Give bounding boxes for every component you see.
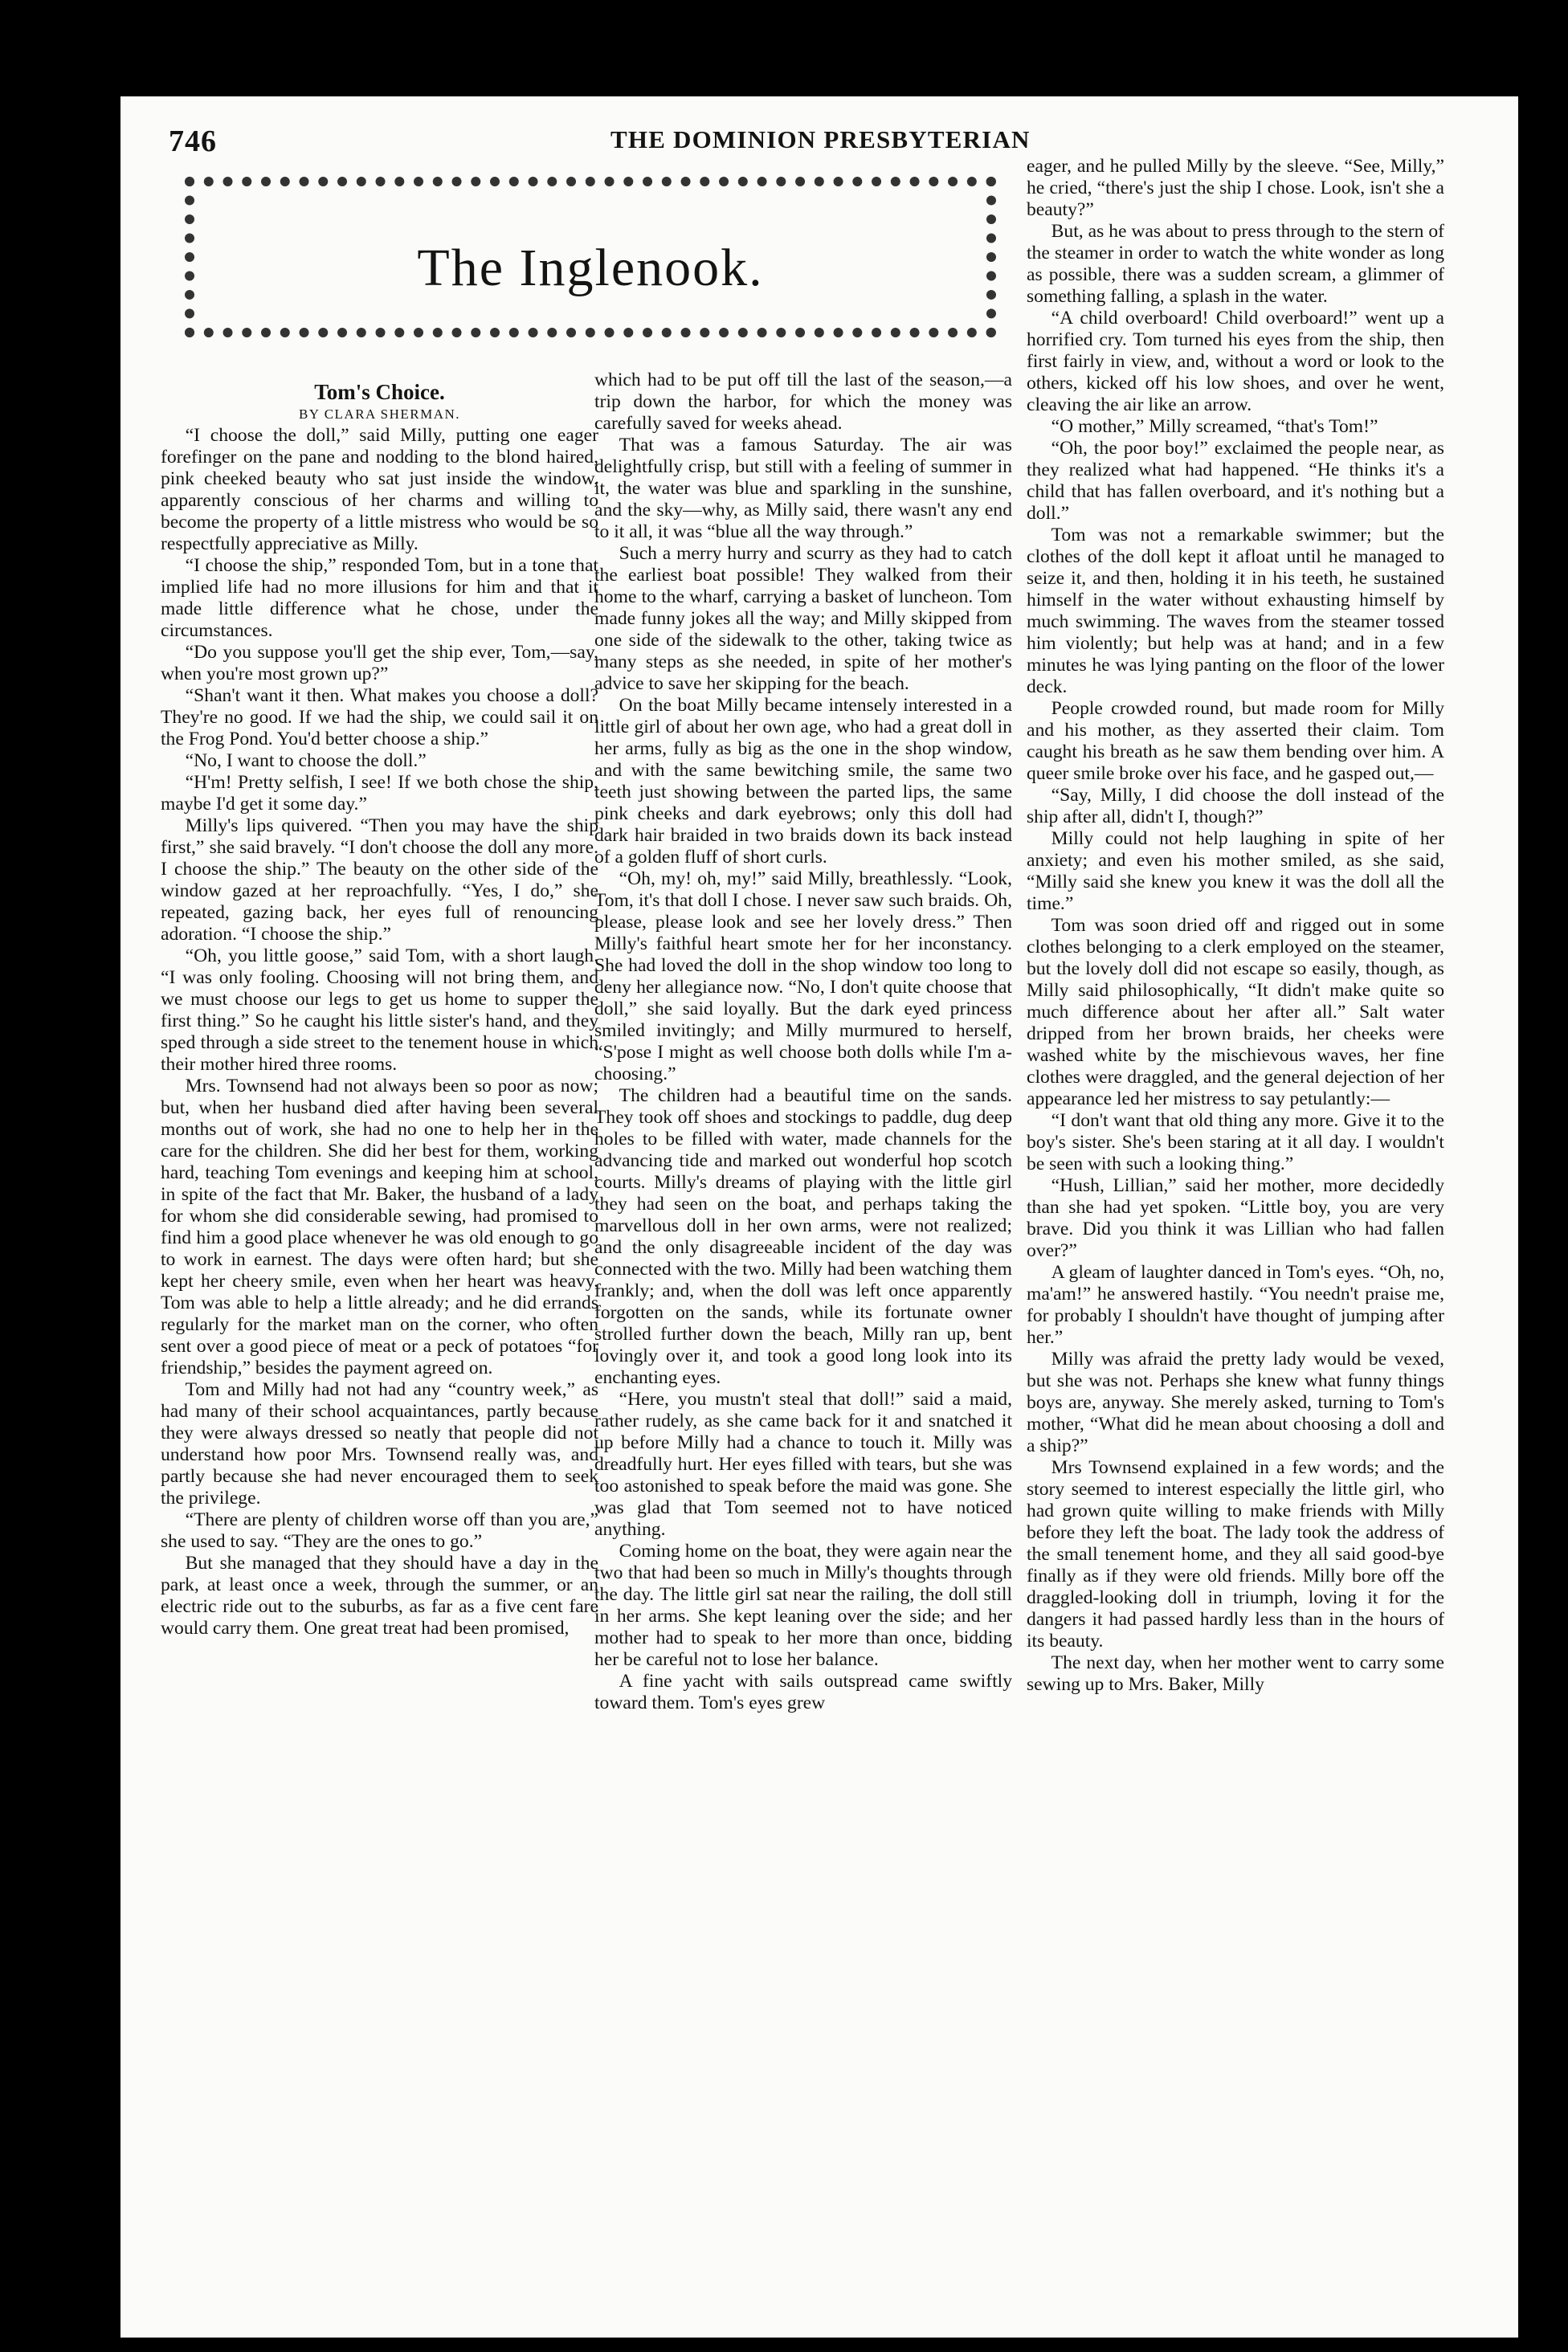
paragraph: The next day, when her mother went to carry some sewing up to Mrs. Baker, Milly (1027, 1652, 1444, 1695)
page-number: 746 (169, 125, 217, 158)
paragraph: “Say, Milly, I did choose the doll instead of the ship after all, didn't I, though?” (1027, 785, 1444, 827)
paragraph: “Oh, the poor boy!” exclaimed the people near, as they realized what had happened. “He thinks it's a child that has fallen overboard, and it's nothing but a doll.” (1027, 438, 1444, 524)
paragraph: “A child overboard! Child overboard!” went up a horrified cry. Tom turned his eyes from the ship, then first fairly in view, and, without a word or look to the others, kicked off his low shoes, and over he went, cleaving the air like an arrow. (1027, 308, 1444, 415)
paragraph: Tom was soon dried off and rigged out in some clothes belonging to a clerk employed on the steamer, but the lovely doll did not escape so easily, though, as Milly said philosophically, “It didn't make quite so much difference about her after all.” Salt water dripped from her brown braids, her cheeks were washed white by the mischievous waves, her fine clothes were draggled, and the general dejection of her appearance led her mistress to say petulantly:— (1027, 915, 1444, 1109)
section-title: The Inglenook. (417, 239, 764, 297)
paragraph: “I don't want that old thing any more. Give it to the boy's sister. She's been staring at it all day. I wouldn't be seen with such a looking thing.” (1027, 1110, 1444, 1174)
paragraph: That was a famous Saturday. The air was delightfully crisp, but still with a feeling of summer in it, the water was blue and sparkling in the sunshine, and the sky—why, as Milly said, there wasn't any end to it all, it was “blue all the way through.” (594, 435, 1012, 542)
paragraph: The children had a beautiful time on the sands. They took off shoes and stockings to paddle, dug deep holes to be filled with water, made channels for the advancing tide and marked out wonderful hop scotch courts. Milly's dreams of playing with the little girl they had seen on the boat, and perhaps taking the marvellous doll in her own arms, were not realized; and the only disagreeable incident of the day was connected with the two. Milly had been watching them frankly; and, when the doll was left once apparently forgotten on the sands, while its fortunate owner strolled further down the beach, Milly ran up, bent lovingly over it, and took a good long look into its enchanting eyes. (594, 1085, 1012, 1388)
paragraph: Such a merry hurry and scurry as they had to catch the earliest boat possible! They walked from their home to the wharf, carrying a basket of luncheon. Tom made funny jokes all the way; and Milly skipped from one side of the sidewalk to the other, taking twice as many steps as she needed, in spite of her mother's advice to save her skipping for the beach. (594, 543, 1012, 694)
paragraph: which had to be put off till the last of the season,—a trip down the harbor, for which the money was carefully saved for weeks ahead. (594, 370, 1012, 434)
paragraph: “Hush, Lillian,” said her mother, more decidedly than she had yet spoken. “Little boy, you are very brave. Did you think it was Lillian who had fallen over?” (1027, 1175, 1444, 1261)
column-3 (1027, 156, 1444, 1696)
paragraph: Mrs. Townsend had not always been so poor as now; but, when her husband died after having been several months out of work, she had no one to help her in the care for the children. She did her best for them, working hard, teaching Tom evenings and keeping him at school, in spite of the fact that Mr. Baker, the husband of a lady for whom she did considerable sewing, had promised to find him a good place whenever he was old enough to go to work in earnest. The days were often hard; but she kept her cheery smile, even when her heart was heavy. Tom was able to help a little already; and he did errands regularly for the market man on the corner, who often sent over a good piece of meat or a peck of potatoes “for friendship,” besides the payment agreed on. (161, 1076, 598, 1378)
newspaper-page (120, 96, 1518, 2338)
story-byline: BY CLARA SHERMAN. (298, 406, 461, 422)
paragraph: Milly could not help laughing in spite of her anxiety; and even his mother smiled, as she said, “Milly said she knew you knew it was the doll all the time.” (1027, 828, 1444, 914)
paragraph: “Oh, my! oh, my!” said Milly, breathlessly. “Look, Tom, it's that doll I chose. I never saw such braids. Oh, please, please look and see her lovely dress.” Then Milly's faithful heart smote her for her inconstancy. She had loved the doll in the shop window too long to deny her allegiance now. “No, I don't quite choose that doll,” she said loyally. But the dark eyed princess smiled invitingly; and Milly murmured to herself, “S'pose I might as well choose both dolls while I'm a-choosing.” (594, 868, 1012, 1084)
paragraph: “Oh, you little goose,” said Tom, with a short laugh. “I was only fooling. Choosing will not bring them, and we must choose our legs to get us home to supper the first thing.” So he caught his little sister's hand, and they sped through a side street to the tenement house in which their mother hired three rooms. (161, 945, 598, 1075)
paragraph: Milly was afraid the pretty lady would be vexed, but she was not. Perhaps she knew what funny things boys are, anyway. She merely asked, turning to Tom's mother, “What did he mean about choosing a doll and a ship?” (1027, 1349, 1444, 1456)
paragraph: Coming home on the boat, they were again near the two that had been so much in Milly's thoughts through the day. The little girl sat near the railing, the doll still in her arms. She kept leaning over the side; and her mother had to speak to her more than once, bidding her be careful not to lose her balance. (594, 1541, 1012, 1670)
paragraph: Mrs Townsend explained in a few words; and the story seemed to interest especially the little girl, who had grown quite willing to make friends with Milly before they left the boat. The lady took the address of the small tenement home, and they all said good-bye finally as if they were old friends. Milly bore off the draggled-looking doll in triumph, loving it for the dangers it had passed hardly less than in the hours of its beauty. (1027, 1457, 1444, 1652)
paragraph: Tom was not a remarkable swimmer; but the clothes of the doll kept it afloat until he managed to seize it, and then, holding it in his teeth, he sustained himself in the water without exhausting himself by much swimming. The waves from the steamer tossed him violently; but help was at hand; and in a few minutes he was lying panting on the floor of the lower deck. (1027, 525, 1444, 697)
column-2 (594, 370, 1012, 1714)
story-title: Tom's Choice. (314, 380, 445, 404)
paragraph: “I choose the doll,” said Milly, putting one eager forefinger on the pane and nodding to the blond haired, pink cheeked beauty who sat just inside the window, apparently conscious of her charms and willing to become the property of a little mistress who would be so respectfully appreciative as Milly. (161, 425, 598, 554)
publication-header: THE DOMINION PRESBYTERIAN (610, 125, 1031, 153)
paragraph: “Here, you mustn't steal that doll!” said a maid, rather rudely, as she came back for it and snatched it up before Milly had a chance to touch it. Milly was dreadfully hurt. Her eyes filled with tears, but she was too astonished to speak before the maid was gone. She was glad that Tom seemed not to have noticed anything. (594, 1389, 1012, 1540)
paragraph: But, as he was about to press through to the stern of the steamer in order to watch the white wonder as long as possible, there was a sudden scream, a glimmer of something falling, a splash in the water. (1027, 221, 1444, 307)
paragraph: Milly's lips quivered. “Then you may have the ship first,” she said bravely. “I don't choose the doll any more. I choose the ship.” The beauty on the other side of the window gazed at her reproachfully. “Yes, I do,” she repeated, gazing back, her eyes full of renouncing adoration. “I choose the ship.” (161, 815, 598, 945)
paragraph: A gleam of laughter danced in Tom's eyes. “Oh, no, ma'am!” he answered hastily. “You needn't praise me, for probably I shouldn't have thought of jumping after her.” (1027, 1262, 1444, 1348)
paragraph: People crowded round, but made room for Milly and his mother, as they asserted their claim. Tom caught his breath as he saw them bending over him. A queer smile broke over his face, and he gasped out,— (1027, 698, 1444, 784)
paragraph: On the boat Milly became intensely interested in a little girl of about her own age, who had a great doll in her arms, fully as big as the one in the shop window, and with the same bewitching smile, the same two teeth just showing between the parted lips, the same pink cheeks and dark eyebrows; only this doll had dark hair braided in two braids down its back instead of a golden fluff of short curls. (594, 695, 1012, 868)
paragraph: “O mother,” Milly screamed, “that's Tom!” (1051, 416, 1378, 437)
paragraph: “Shan't want it then. What makes you choose a doll? They're no good. If we had the ship, we could sail it on the Frog Pond. You'd better choose a ship.” (161, 685, 598, 749)
paragraph: “No, I want to choose the doll.” (185, 750, 427, 771)
paragraph: eager, and he pulled Milly by the sleeve. “See, Milly,” he cried, “there's just the ship I chose. Look, isn't she a beauty?” (1027, 156, 1444, 220)
paragraph: But she managed that they should have a day in the park, at least once a week, through the summer, or an electric ride out to the suburbs, as far as a five cent fare would carry them. One great treat had been promised, (161, 1553, 598, 1639)
paragraph: “Do you suppose you'll get the ship ever, Tom,—say, when you're most grown up?” (161, 642, 598, 684)
column-1 (161, 382, 598, 1639)
paragraph: Tom and Milly had not had any “country week,” as had many of their school acquaintances, partly because they were always dressed so neatly that people did not understand how poor Mrs. Townsend really was, and partly because she had never encouraged them to seek the privilege. (161, 1379, 598, 1509)
paragraph: “I choose the ship,” responded Tom, but in a tone that implied life had no more illusions for him and that it made little difference what he chose, under the circumstances. (161, 555, 598, 641)
paragraph: “There are plenty of children worse off than you are,” she used to say. “They are the ones to go.” (161, 1509, 598, 1552)
paragraph: “H'm! Pretty selfish, I see! If we both chose the ship, maybe I'd get it some day.” (161, 772, 598, 815)
section-title-box (185, 177, 996, 337)
paragraph: A fine yacht with sails outspread came swiftly toward them. Tom's eyes grew (594, 1671, 1012, 1713)
